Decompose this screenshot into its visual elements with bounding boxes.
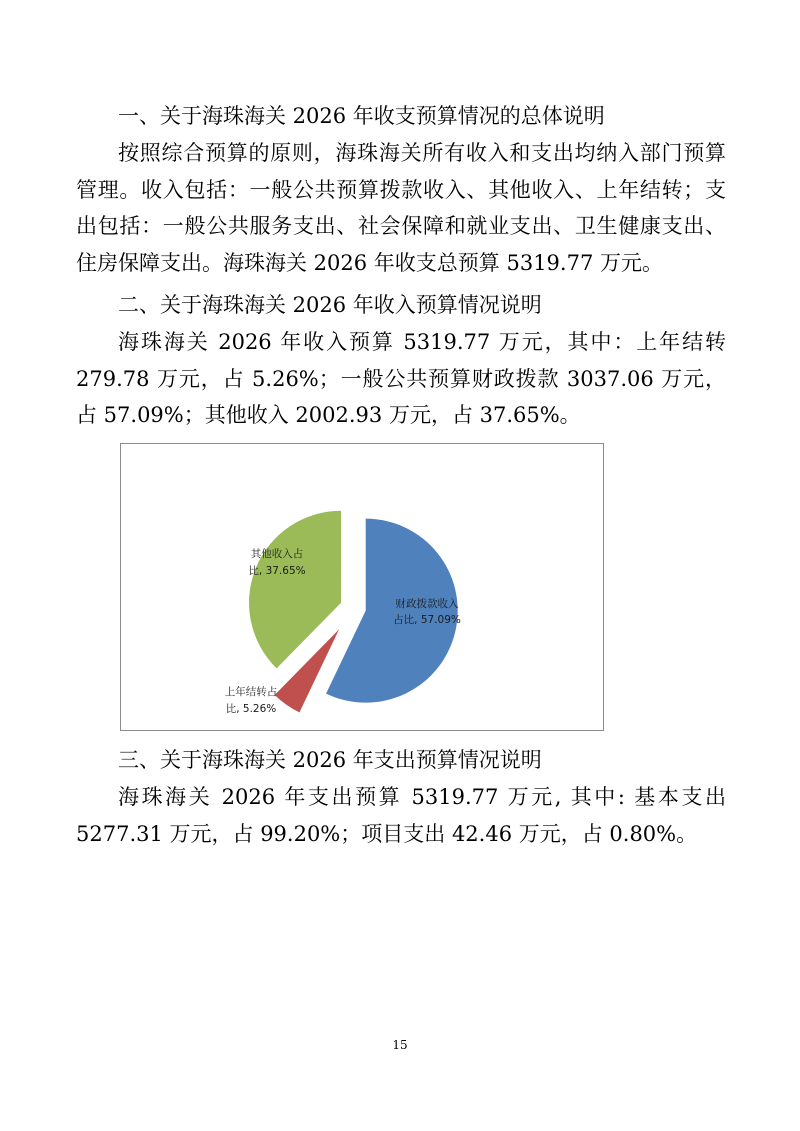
pie-label-0-line2: 占比, 57.09% (393, 614, 461, 626)
page-number: 15 (392, 1038, 408, 1052)
pie-label-1-line2: 比, 5.26% (225, 703, 277, 715)
pie-slice-0 (326, 519, 458, 703)
pie-label-1-line1: 上年结转占 (224, 686, 278, 698)
pie-label-2-line2: 比, 37.65% (248, 565, 306, 577)
pie-label-2-line1: 其他收入占 (250, 548, 304, 560)
section1-body: 按照综合预算的原则，海珠海关所有收入和支出均纳入部门预算管理。收入包括：一般公共预算拨款收入、其他收入、上年结转；支出包括：一般公共服务支出、社会保障和就业支出、卫生健康支出、住房保障支出。海珠海关 2026 年收支总预算 5319.77 万元。 (76, 141, 726, 275)
pie-label-0-line1: 财政拨款收入 (395, 598, 459, 610)
section2-body: 海珠海关 2026 年收入预算 5319.77 万元，其中：上年结转 279.78 万元，占 5.26%；一般公共预算财政拨款 3037.06 万元，占 57.09%；其他收入 2002.93 万元，占 37.65%。 (76, 330, 726, 427)
section2-heading: 二、关于海珠海关 2026 年收入预算情况说明 (118, 293, 542, 317)
section1-heading: 一、关于海珠海关 2026 年收支预算情况的总体说明 (118, 104, 605, 128)
pie-chart-svg (121, 444, 603, 730)
revenue-pie-chart (120, 443, 604, 731)
section3-heading: 三、关于海珠海关 2026 年支出预算情况说明 (118, 748, 542, 772)
section3-body: 海珠海关 2026 年支出预算 5319.77 万元, 其中: 基本支出 5277.31 万元，占 99.20%；项目支出 42.46 万元，占 0.80%。 (76, 785, 726, 846)
